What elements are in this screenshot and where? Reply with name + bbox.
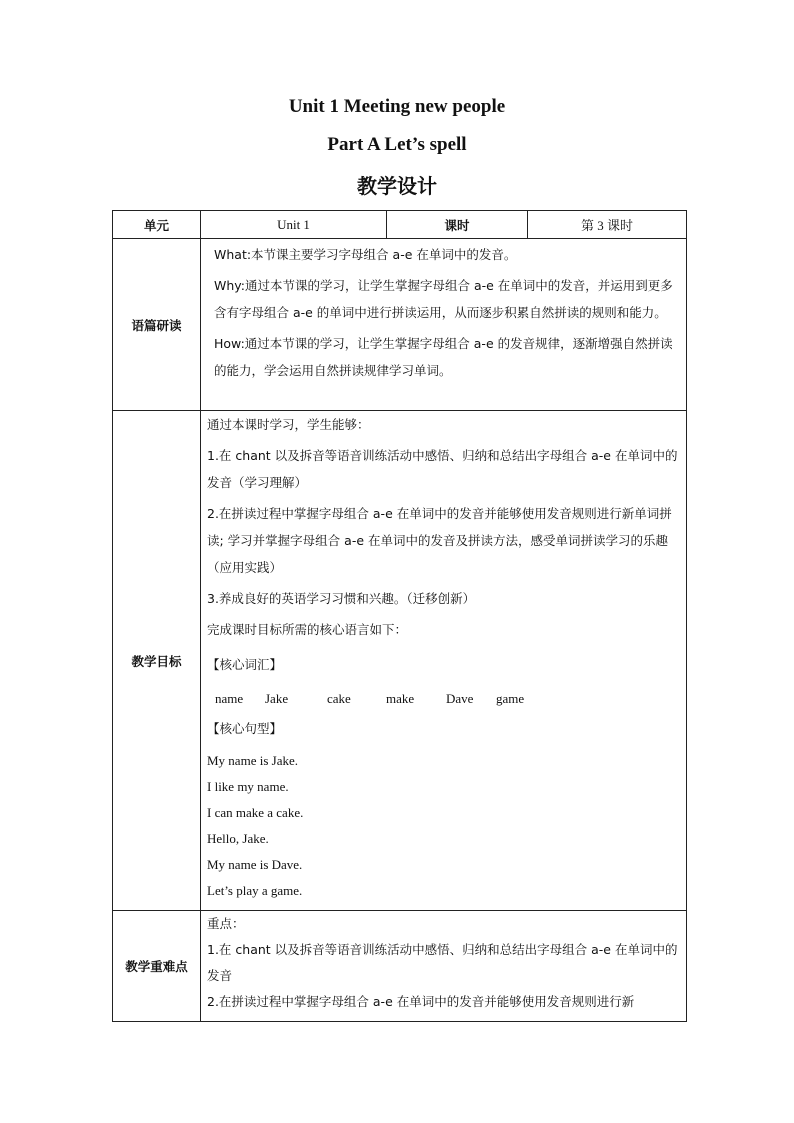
key-points-heading: 重点：	[207, 916, 245, 931]
objectives-content	[201, 411, 687, 911]
title-line-2: Part A Let’s spell	[327, 134, 467, 155]
vocab-word: Jake	[265, 691, 289, 706]
key-point-item-2: 2.在拼读过程中掌握字母组合 a-e 在单词中的发音并能够使用发音规则进行新	[207, 994, 635, 1009]
sentence-heading: 【核心句型】	[207, 721, 283, 736]
analysis-how: How:通过本节课的学习，让学生掌握字母组合 a-e 的发音规律，逐渐增强自然拼读的能力，学会运用自然拼读规律学习单词。	[214, 336, 673, 378]
analysis-what: What:本节课主要学习字母组合 a-e 在单词中的发音。	[214, 247, 517, 262]
sentence-item: I like my name.	[207, 779, 289, 794]
vocab-word: make	[386, 691, 415, 706]
vocab-word: game	[496, 691, 525, 706]
analysis-why: Why:通过本节课的学习，让学生掌握字母组合 a-e 在单词中的发音，并运用到更多含有字母组合 a-e 的单词中进行拼读运用，从而逐步积累自然拼读的规则和能力。	[214, 278, 673, 320]
title-line-3: 教学设计	[357, 174, 437, 198]
vocab-list	[207, 686, 678, 712]
unit-label: 单元	[113, 211, 201, 239]
sentence-item: My name is Jake.	[207, 753, 298, 768]
vocab-word: name	[215, 691, 244, 706]
key-points-label: 教学重难点	[113, 911, 201, 1022]
core-language-intro: 完成课时目标所需的核心语言如下：	[207, 622, 408, 637]
objectives-intro: 通过本课时学习，学生能够：	[207, 417, 370, 432]
key-points-content	[201, 911, 687, 1022]
objective-item-3: 3.养成良好的英语学习习惯和兴趣。（迁移创新）	[207, 591, 476, 606]
key-point-item-1: 1.在 chant 以及拆音等语音训练活动中感悟、归纳和总结出字母组合 a-e 在单词中的发音	[207, 942, 678, 983]
objective-item-2: 2.在拼读过程中掌握字母组合 a-e 在单词中的发音并能够使用发音规则进行新单词拼读; 学习并掌握字母组合 a-e 在单词中的发音及拼读方法，感受单词拼读学习的乐趣（应用实践）	[207, 506, 672, 575]
analysis-content	[201, 239, 687, 411]
sentence-item: Let’s play a game.	[207, 883, 303, 898]
sentence-item: My name is Dave.	[207, 857, 303, 872]
lesson-value: 第 3 课时	[528, 211, 687, 239]
analysis-row	[113, 239, 687, 411]
vocab-word: cake	[327, 691, 351, 706]
vocab-heading: 【核心词汇】	[207, 657, 283, 672]
title-line-1: Unit 1 Meeting new people	[288, 96, 506, 117]
vocab-word: Dave	[446, 691, 474, 706]
lesson-label: 课时	[387, 211, 528, 239]
key-points-row	[113, 911, 687, 1022]
sentence-item: I can make a cake.	[207, 805, 304, 820]
objectives-row	[113, 411, 687, 911]
sentence-list	[207, 748, 678, 904]
analysis-label: 语篇研读	[113, 239, 201, 411]
sentence-item: Hello, Jake.	[207, 831, 269, 846]
unit-value: Unit 1	[201, 211, 387, 239]
objective-item-1: 1.在 chant 以及拆音等语音训练活动中感悟、归纳和总结出字母组合 a-e 在单词中的发音（学习理解）	[207, 448, 678, 490]
header-row	[113, 211, 687, 239]
lesson-plan-table	[112, 210, 687, 1022]
objectives-label: 教学目标	[113, 411, 201, 911]
